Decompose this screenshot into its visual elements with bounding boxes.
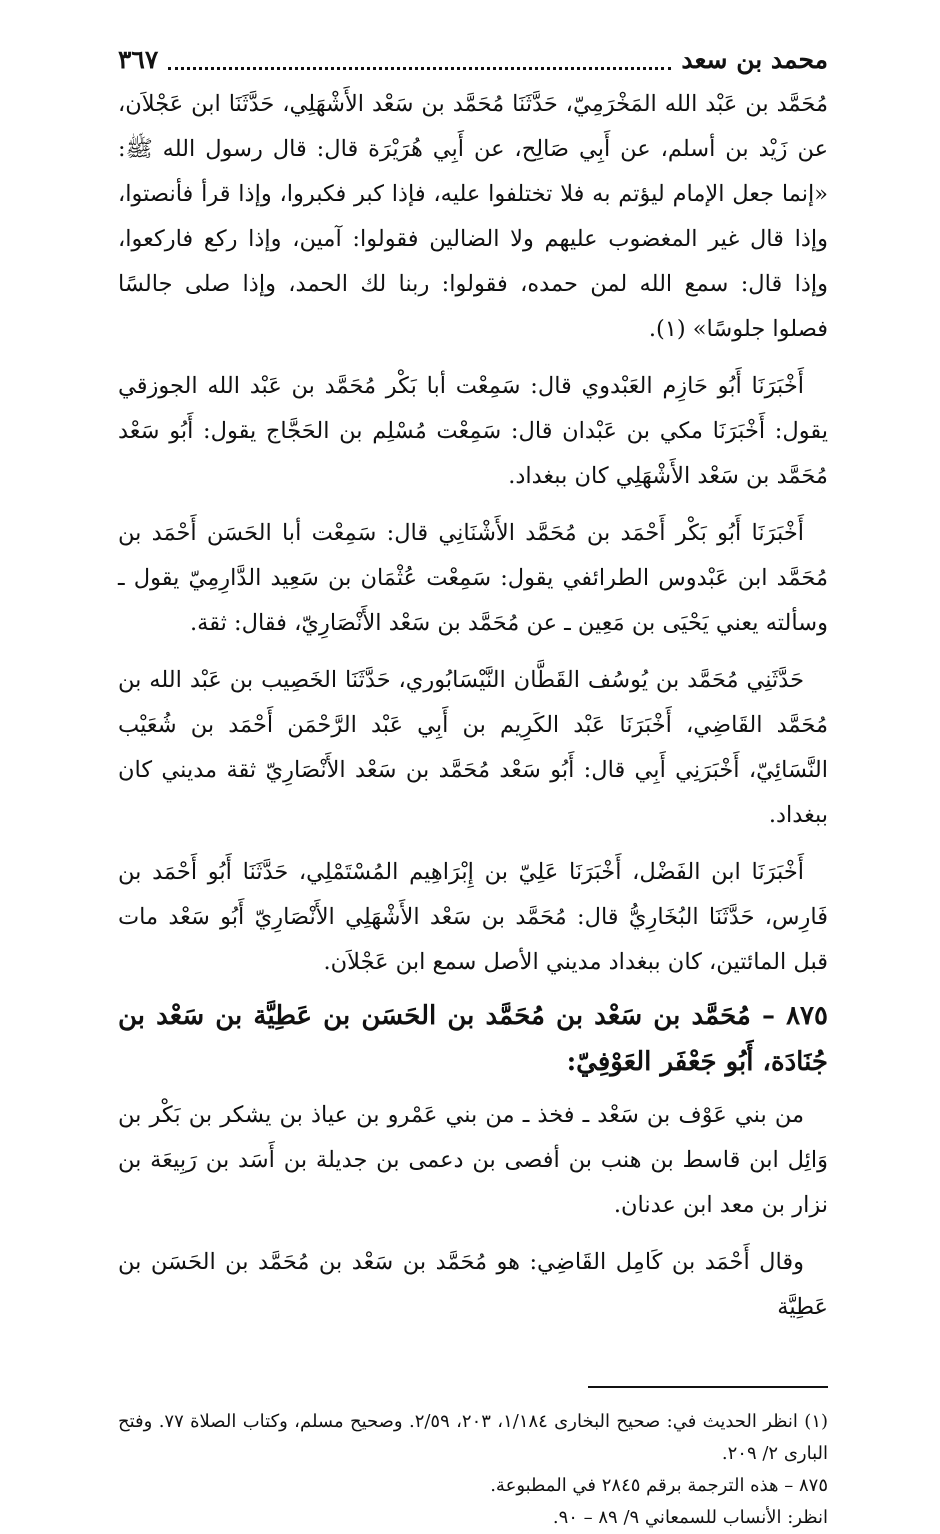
page-number: ٣٦٧: [118, 45, 159, 74]
running-title: محمد بن سعد: [681, 45, 828, 74]
footnote: انظر: الأنساب للسمعاني ٩/ ٨٩ – ٩٠.: [552, 1507, 828, 1528]
body-paragraph: مُحَمَّد بن عَبْد الله المَخْرَمِيّ، حَدَّثَنَا مُحَمَّد بن سَعْد الأَشْهَلِي، حَدَّثَنَا ابن عَجْلاَن، عن زَيْد بن أسلم، عن أَبِي صَالِح، عن أَبِي هُرَيْرَة قال: قال رسول الله ﷺ: «إنما جعل الإمام ليؤتم به فلا تختلفوا عليه، فإذا كبر فكبروا، وإذا قرأ فأنصتوا، وإذا قال غير المغضوب عليهم ولا الضالين فقولوا: آمين، وإذا ركع فاركعوا، وإذا قال: سمع الله لمن حمده، فقولوا: ربنا لك الحمد، وإذا صلى جالسًا فصلوا جلوسًا» (١).: [118, 91, 828, 342]
footnotes: [118, 1406, 828, 1534]
entry-paragraph: وقال أَحْمَد بن كَامِل القَاضِي: هو مُحَمَّد بن سَعْد بن مُحَمَّد بن الحَسَن بن عَطِيَّة: [118, 1249, 828, 1320]
body-paragraph: أَخْبَرَنَا أَبُو بَكْر أَحْمَد بن مُحَمَّد الأَشْنَانِي قال: سَمِعْت أبا الحَسَن أَحْمَد بن مُحَمَّد ابن عَبْدوس الطرائفي يقول: سَمِعْت عُثْمَان بن سَعِيد الدَّارِمِيّ يقول ـ وسألته يعني يَحْيَى بن مَعِين ـ عن مُحَمَّد بن سَعْد الأَنْصَارِيّ، فقال: ثقة.: [118, 520, 828, 636]
body-paragraph: حَدَّثَنِي مُحَمَّد بن يُوسُف القَطَّان النَّيْسَابُوري، حَدَّثَنَا الخَصِيب بن عَبْد الله بن مُحَمَّد القَاضِي، أَخْبَرَنَا عَبْد الكَرِيم بن أَبِي عَبْد الرَّحْمَن أَحْمَد بن شُعَيْب النَّسَائِيّ، أَخْبَرَنِي أَبِي قال: أَبُو سَعْد مُحَمَّد بن سَعْد الأَنْصَارِيّ ثقة مديني كان ببغداد.: [118, 667, 828, 828]
footnote: (١) انظر الحديث في: صحيح البخارى ١/١٨٤، ٢٠٣، ٢/٥٩. وصحيح مسلم، وكتاب الصلاة ٧٧. وفتح البارى ٢/ ٢٠٩.: [118, 1411, 829, 1464]
dotted-leader: [168, 66, 671, 70]
entry-paragraph: من بني عَوْف بن سَعْد ـ فخذ ـ من بني عَمْرو بن عياذ بن يشكر بن بَكْر بن وَائِل ابن قاسط بن هنب بن أفصى بن دعمى بن جديلة بن أَسَد بن رَبِيعَة بن نزار بن معد ابن عدنان.: [118, 1102, 828, 1218]
body-paragraph: أَخْبَرَنَا ابن الفَضْل، أَخْبَرَنَا عَلِيّ بن إِبْرَاهِيم المُسْتَمْلِي، حَدَّثَنَا أَبُو أَحْمَد بن فَارِس، حَدَّثَنَا البُخَارِيُّ قال: مُحَمَّد بن سَعْد الأَشْهَلِي الأَنْصَارِيّ أَبُو سَعْد مات قبل المائتين، كان ببغداد مديني الأصل سمع ابن عَجْلاَن.: [118, 859, 828, 975]
page-header: [118, 38, 828, 82]
footnote-divider: [588, 1386, 828, 1388]
entry-heading: ٨٧٥ – مُحَمَّد بن سَعْد بن مُحَمَّد بن الحَسَن بن عَطِيَّة بن سَعْد بن جُنَادَة، أَبُو جَعْفَر العَوْفِيّ:: [118, 1001, 828, 1077]
body-paragraph: أَخْبَرَنَا أَبُو حَازِم العَبْدوي قال: سَمِعْت أبا بَكْر مُحَمَّد بن عَبْد الله الجوزقي يقول: أَخْبَرَنَا مكي بن عَبْدان قال: سَمِعْت مُسْلِم بن الحَجَّاج يقول: أَبُو سَعْد مُحَمَّد بن سَعْد الأَشْهَلِي كان ببغداد.: [118, 373, 828, 489]
footnote: ٨٧٥ – هذه الترجمة برقم ٢٨٤٥ في المطبوعة.: [490, 1475, 828, 1496]
